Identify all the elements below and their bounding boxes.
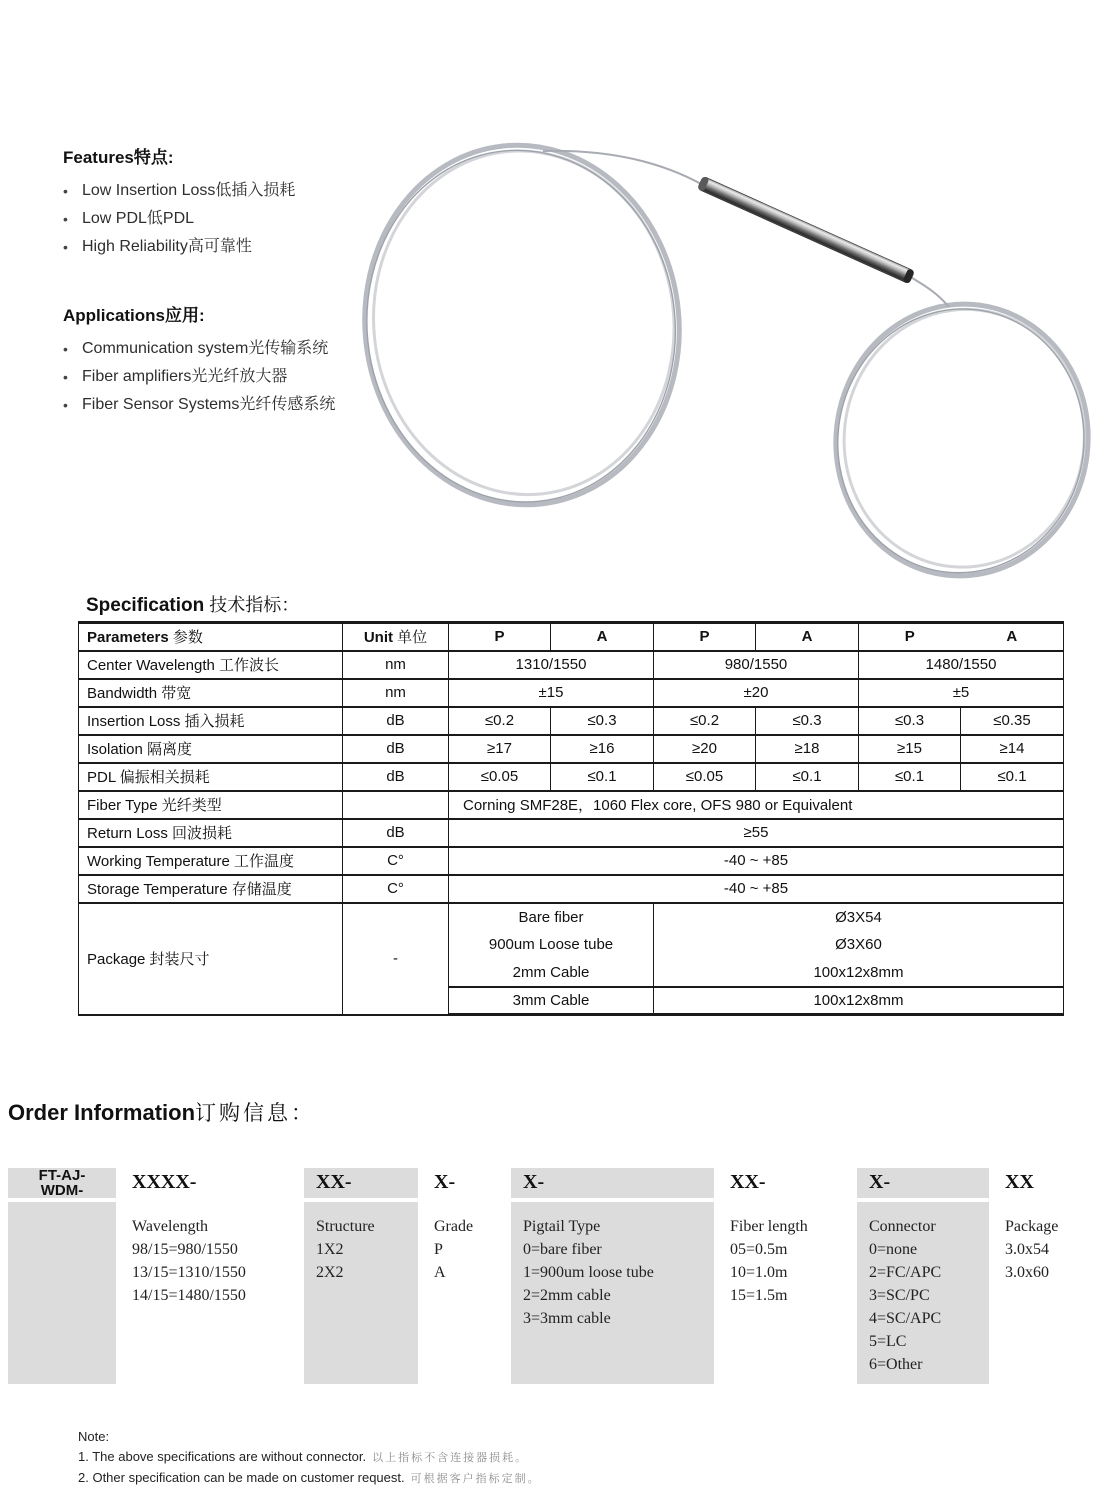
spec-row-pdl: PDL 偏振相关损耗 dB ≤0.05 ≤0.1 ≤0.05 ≤0.1 ≤0.1 ≤0.1 [79,763,1064,791]
note-text-zh: 以上指标不含连接器损耗。 [372,1452,529,1464]
order-code: XXXX- [132,1171,197,1193]
specification-title [86,591,299,617]
order-options: Connector 0=none 2=FC/APC 3=SC/PC 4=SC/APC 5=LC 6=Other [857,1202,989,1384]
spec-row-center-wavelength: Center Wavelength 工作波长 nm 1310/1550 980/1550 1480/1550 [79,651,1064,679]
package-option-name: 900um Loose tube [449,931,654,959]
list-item [63,180,295,208]
order-column-prefix [8,1168,116,1384]
notes-section [78,1429,541,1486]
order-column-fiber-length [718,1168,853,1384]
package-option-name: 3mm Cable [449,987,654,1015]
right-fiber-coil [820,290,1095,585]
order-column-grade [422,1168,507,1384]
spec-row-package: Package 封装尺寸 - Bare fiber Ø3X54 [79,903,1064,931]
order-column-connector [857,1168,989,1384]
spec-header-grade: A [756,623,859,651]
features-list [63,180,295,264]
order-title-en: Order Information [8,1100,196,1125]
note-text-en: 1. The above specifications are without connector. [78,1449,367,1464]
feature-text: Low Insertion Loss低插入损耗 [82,182,296,199]
package-option-size: Ø3X54 [654,903,1064,931]
list-item [63,366,335,394]
package-option-size: 100x12x8mm [654,959,1064,987]
spec-header-grade: P [859,623,961,651]
specification-title-zh: 技术指标： [204,595,300,615]
spec-row-fiber-type: Fiber Type 光纤类型 Corning SMF28E，1060 Flex core, OFS 980 or Equivalent [79,791,1064,819]
order-information-title [8,1097,315,1127]
spec-row-insertion-loss: Insertion Loss 插入损耗 dB ≤0.2 ≤0.3 ≤0.2 ≤0.3 ≤0.3 ≤0.35 [79,707,1064,735]
applications-list [63,338,335,422]
order-code: FT-AJ- WDM- [8,1168,116,1198]
order-options: Structure 1X2 2X2 [304,1202,418,1384]
order-code: XX [1005,1171,1034,1193]
bullet-icon: • [63,369,68,385]
order-column-wavelength [120,1168,300,1384]
product-photo [335,115,1095,585]
order-code: X- [511,1168,714,1198]
spec-header-unit: Unit 单位 [343,623,449,651]
applications-section [63,301,335,422]
order-column-package [993,1168,1085,1384]
order-title-zh: 订购信息： [195,1102,316,1125]
order-options: Pigtail Type 0=bare fiber 1=900um loose tube 2=2mm cable 3=3mm cable [511,1202,714,1384]
order-code: X- [434,1171,456,1193]
order-code: XX- [304,1168,418,1198]
applications-title: Applications应用: [63,306,205,325]
features-section [63,143,295,264]
note-item [78,1470,541,1486]
order-options: Grade P A [434,1218,474,1281]
order-column-pigtail-type [511,1168,714,1384]
order-code: X- [857,1168,989,1198]
note-text-zh: 可根据客户指标定制。 [410,1473,541,1485]
spec-header-row [79,623,1064,651]
bullet-icon: • [63,341,68,357]
application-text: Fiber Sensor Systems光纤传感系统 [82,396,336,413]
spec-header-parameters: Parameters 参数 [79,623,343,651]
order-options: Wavelength 98/15=980/1550 13/15=1310/1550 14/15=1480/1550 [132,1218,246,1304]
note-text-en: 2. Other specification can be made on customer request. [78,1470,405,1485]
bullet-icon: • [63,239,68,255]
feature-text: High Reliability高可靠性 [82,238,252,255]
spec-row-return-loss: Return Loss 回波损耗 dB ≥55 [79,819,1064,847]
list-item [63,208,295,236]
order-options: Package 3.0x54 3.0x60 [1005,1218,1059,1281]
notes-label: Note: [78,1429,110,1444]
fiber-lead-right [909,276,949,307]
list-item [63,236,295,264]
specification-table [78,621,1064,1016]
order-options [8,1202,116,1384]
spec-header-grade: P [449,623,551,651]
note-item [78,1449,541,1465]
spec-row-working-temperature: Working Temperature 工作温度 C° -40 ~ +85 [79,847,1064,875]
application-text: Fiber amplifiers光光纤放大器 [82,368,288,385]
bullet-icon: • [63,183,68,199]
spec-header-grade: P [654,623,756,651]
spec-row-isolation: Isolation 隔离度 dB ≥17 ≥16 ≥20 ≥18 ≥15 ≥14 [79,735,1064,763]
package-option-size: Ø3X60 [654,931,1064,959]
application-text: Communication system光传输系统 [82,340,329,357]
package-option-size: 100x12x8mm [654,987,1064,1015]
order-column-structure [304,1168,418,1384]
package-option-name: 2mm Cable [449,959,654,987]
steel-tube [697,176,914,284]
left-fiber-coil [347,130,697,521]
list-item [63,338,335,366]
bullet-icon: • [63,397,68,413]
spec-row-storage-temperature: Storage Temperature 存储温度 C° -40 ~ +85 [79,875,1064,903]
list-item [63,394,335,422]
order-code: XX- [730,1171,766,1193]
order-options: Fiber length 05=0.5m 10=1.0m 15=1.5m [730,1218,808,1304]
specification-title-en: Specification [86,595,205,616]
spec-header-grade: A [551,623,654,651]
bullet-icon: • [63,211,68,227]
feature-text: Low PDL低PDL [82,210,195,227]
spec-header-grade: A [961,623,1064,651]
fiber-lead-left [543,151,703,185]
spec-row-bandwidth: Bandwidth 带宽 nm ±15 ±20 ±5 [79,679,1064,707]
features-title: Features特点: [63,148,174,167]
package-option-name: Bare fiber [449,903,654,931]
